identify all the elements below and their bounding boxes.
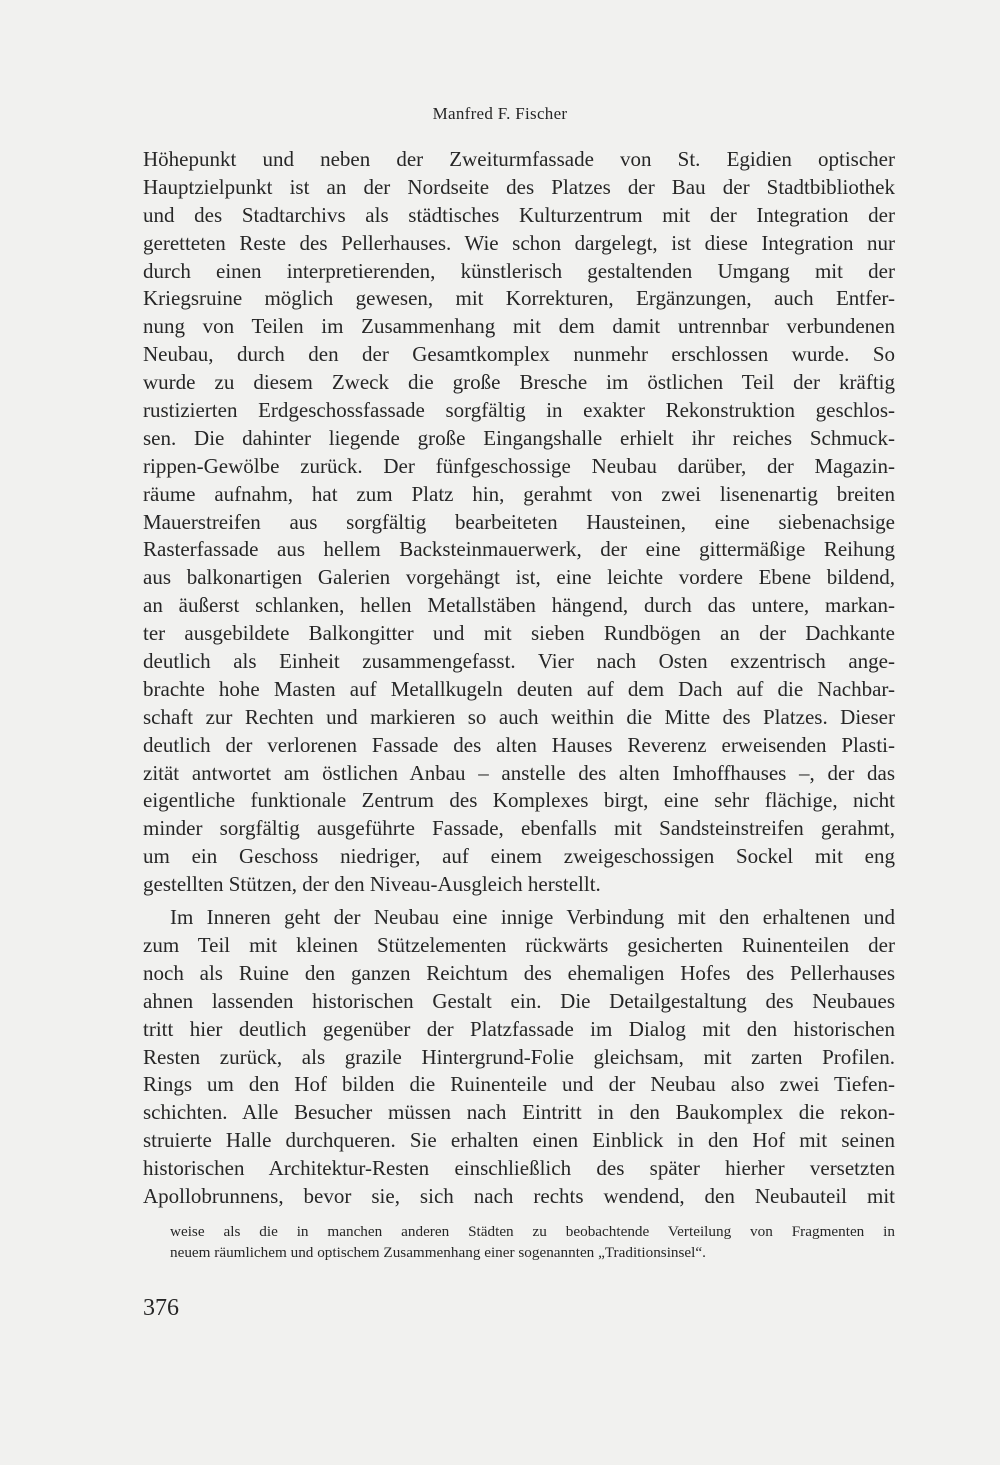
- text-line: historischen Architektur-Resten einschließlich des später hierher versetzten: [143, 1156, 895, 1181]
- running-head: Manfred F. Fischer: [432, 104, 568, 123]
- text-line: wurde zu diesem Zweck die große Bresche im östlichen Teil der kräftig: [143, 370, 895, 395]
- text-line: Resten zurück, als grazile Hintergrund-Folie gleichsam, mit zarten Profilen.: [143, 1044, 895, 1069]
- text-line: zum Teil mit kleinen Stützelementen rückwärts gesicherten Ruinenteilen der: [143, 932, 895, 957]
- text-line: nung von Teilen im Zusammenhang mit dem damit untrennbar verbundenen: [143, 314, 895, 339]
- text-line: aus balkonartigen Galerien vorgehängt ist, eine leichte vordere Ebene bildend,: [143, 565, 895, 590]
- text-line: rippen-Gewölbe zurück. Der fünfgeschossige Neubau darüber, der Magazin-: [143, 453, 895, 478]
- text-line: schaft zur Rechten und markieren so auch weithin die Mitte des Platzes. Dieser: [143, 704, 895, 729]
- text-line: Im Inneren geht der Neubau eine innige Verbindung mit den erhaltenen und: [170, 905, 895, 930]
- page-number: 376: [143, 1295, 179, 1321]
- footnote-line: neuem räumlichem und optischem Zusammenhang einer sogenannten „Traditionsinsel“.: [170, 1244, 706, 1261]
- text-line: Hauptzielpunkt ist an der Nordseite des Platzes der Bau der Stadtbibliothek: [143, 174, 895, 199]
- text-line: noch als Ruine den ganzen Reichtum des ehemaligen Hofes des Pellerhauses: [143, 960, 895, 985]
- paragraph-2: [143, 904, 895, 1211]
- text-line: minder sorgfältig ausgeführte Fassade, ebenfalls mit Sandsteinstreifen gerahmt,: [143, 816, 895, 841]
- text-line: Mauerstreifen aus sorgfältig bearbeiteten Hausteinen, eine siebenachsige: [143, 509, 895, 534]
- text-line: struierte Halle durchqueren. Sie erhalten einen Einblick in den Hof mit seinen: [143, 1128, 895, 1153]
- text-line: eigentliche funktionale Zentrum des Komplexes birgt, eine sehr flächige, nicht: [143, 788, 895, 813]
- text-line: Rasterfassade aus hellem Backsteinmauerwerk, der eine gittermäßige Reihung: [143, 537, 895, 562]
- text-line: geretteten Reste des Pellerhauses. Wie schon dargelegt, ist diese Integration nur: [143, 230, 895, 255]
- text-line: ahnen lassenden historischen Gestalt ein. Die Detailgestaltung des Neubaues: [143, 988, 895, 1013]
- text-line: sen. Die dahinter liegende große Eingangshalle erhielt ihr reiches Schmuck-: [143, 425, 895, 450]
- body-text: [143, 146, 895, 1211]
- text-line: schichten. Alle Besucher müssen nach Eintritt in den Baukomplex die rekon-: [143, 1100, 895, 1125]
- text-line: Kriegsruine möglich gewesen, mit Korrekturen, Ergänzungen, auch Entfer-: [143, 286, 895, 311]
- text-line: brachte hohe Masten auf Metallkugeln deuten auf dem Dach auf die Nachbar-: [143, 676, 895, 701]
- text-line: deutlich der verlorenen Fassade des alten Hauses Reverenz erweisenden Plasti-: [143, 732, 895, 757]
- text-line: rustizierten Erdgeschossfassade sorgfältig in exakter Rekonstruktion geschlos-: [143, 398, 895, 423]
- text-line: gestellten Stützen, der den Niveau-Ausgleich herstellt.: [143, 872, 601, 897]
- footnote: [170, 1221, 895, 1263]
- text-line: Apollobrunnens, bevor sie, sich nach rechts wendend, den Neubauteil mit: [143, 1183, 895, 1208]
- text-line: Neubau, durch den der Gesamtkomplex nunmehr erschlossen wurde. So: [143, 342, 895, 367]
- text-line: Rings um den Hof bilden die Ruinenteile und der Neubau also zwei Tiefen-: [143, 1072, 895, 1097]
- text-line: um ein Geschoss niedriger, auf einem zweigeschossigen Sockel mit eng: [143, 844, 895, 869]
- paragraph-1: [143, 146, 895, 899]
- text-line: räume aufnahm, hat zum Platz hin, gerahmt von zwei lisenenartig breiten: [143, 481, 895, 506]
- text-line: an äußerst schlanken, hellen Metallstäben hängend, durch das untere, markan-: [143, 593, 895, 618]
- footnote-line: weise als die in manchen anderen Städten zu beobachtende Verteilung von Fragmenten in: [170, 1223, 895, 1240]
- text-line: deutlich als Einheit zusammengefasst. Vier nach Osten exzentrisch ange-: [143, 649, 895, 674]
- text-line: zität antwortet am östlichen Anbau – anstelle des alten Imhoffhauses –, der das: [143, 760, 895, 785]
- text-line: tritt hier deutlich gegenüber der Platzfassade im Dialog mit den historischen: [143, 1016, 895, 1041]
- text-line: und des Stadtarchivs als städtisches Kulturzentrum mit der Integration der: [143, 202, 895, 227]
- text-line: Höhepunkt und neben der Zweiturmfassade von St. Egidien optischer: [143, 147, 895, 171]
- text-line: durch einen interpretierenden, künstlerisch gestaltenden Umgang mit der: [143, 258, 895, 283]
- text-line: ter ausgebildete Balkongitter und mit sieben Rundbögen an der Dachkante: [143, 621, 895, 646]
